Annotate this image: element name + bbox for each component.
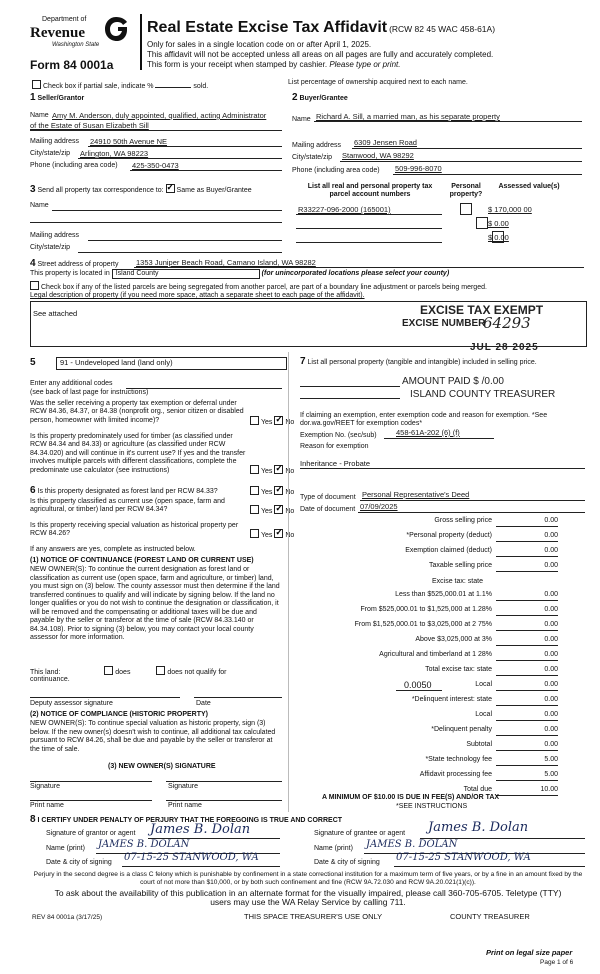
located-row [30, 269, 449, 279]
tax-tier4-value[interactable]: 0.00 [496, 636, 558, 646]
tax-total-state-value[interactable]: 0.00 [496, 666, 558, 676]
tax-affidavit-label: Affidavit processing fee [419, 771, 492, 778]
parcel-col3-header: Assessed value(s) [498, 183, 560, 190]
tax-exemption-row [300, 547, 560, 558]
tax-penalty-label: *Delinquent penalty [431, 726, 492, 733]
doctype-line [360, 500, 585, 501]
tax-affidavit-row [300, 771, 560, 782]
tax-ag-value[interactable]: 0.00 [496, 651, 558, 661]
parcel-3-line[interactable] [296, 242, 442, 243]
corr-city-line[interactable] [78, 252, 282, 253]
county-select[interactable]: Island County [112, 269, 260, 279]
tax-delinq-state-label: *Delinquent interest: state [411, 696, 492, 703]
tax-techfee-value[interactable]: 5.00 [496, 756, 558, 766]
section-8-number: 8 [30, 814, 36, 825]
parcel-col2-header: Personal property? [449, 183, 483, 199]
notice-3-title: (3) NEW OWNER(S) SIGNATURE [108, 763, 216, 770]
tax-gross-value[interactable]: 0.00 [496, 517, 558, 527]
ownership-note: List percentage of ownership acquired next to each name. [288, 79, 468, 86]
tax-local-value[interactable]: 0.00 [496, 681, 558, 691]
segregate-label: Check box if any of the listed parcels are being segregated from another parcel, are part of a boundary line adjustment or parcels being merged. [41, 284, 487, 291]
partial-sale-sold: sold. [193, 83, 209, 90]
tax-penalty-row [300, 726, 560, 737]
header-line-2: This affidavit will not be accepted unless all areas on all pages are fully and accurately completed. [147, 50, 494, 59]
buyer-city-label: City/state/zip [292, 154, 333, 161]
tax-delinq-state-row [300, 696, 560, 707]
does-not-checkbox[interactable] [156, 666, 165, 675]
docdate-label: Date of document [300, 506, 356, 513]
exemption-no-field[interactable]: 458-61A-202 (6) (f) [396, 428, 460, 437]
tax-tier1-label: Less than $525,000.01 at 1.1% [395, 591, 492, 598]
sec6-q2-no-label: No [285, 508, 295, 515]
availability-notice: To ask about the availability of this publication in an alternate format for the visually impaired, please call 360-705-6705. Teletype (TTY) users may use the WA Relay Service by calling 711. [54, 888, 562, 907]
parcel-1-personal-checkbox[interactable] [460, 203, 472, 215]
owner-print-line-2[interactable] [166, 800, 282, 801]
header-line-1: Only for sales in a single location code on or after April 1, 2025. [147, 40, 372, 49]
grantee-sig-label: Signature of grantee or agent [314, 830, 406, 837]
seller-mailing-label: Mailing address [30, 138, 80, 145]
perjury-notice: Perjury in the second degree is a class C felony which is punishable by confinement in a state correctional institution for a maximum term of five years, or by a fine in an amount fixed by the court of not more than $10,000, or by both such confinement and fine (RCW 9A.72.030 and RCW 9A.20.021(1)(c)). [33, 871, 583, 886]
tax-personal-value[interactable]: 0.00 [496, 532, 558, 542]
certify-text: I CERTIFY UNDER PENALTY OF PERJURY THAT THE FOREGOING IS TRUE AND CORRECT [37, 817, 343, 824]
sec6-q1-row [30, 485, 250, 497]
this-land-label: This land: [30, 669, 61, 676]
tax-delinq-state-value[interactable]: 0.00 [496, 696, 558, 706]
exemption-no-label: Exemption No. (sec/sub) [300, 432, 377, 439]
section-3-number: 3 [30, 184, 36, 195]
sec5-q1: Was the seller receiving a property tax exemption or deferral under RCW 84.36, 84.37, or 84.38 (nonprofit org., senior citizen or disabled person, homeowner with limited income)? [30, 400, 244, 424]
docdate-line [358, 512, 585, 513]
tax-personal-row [300, 532, 560, 543]
parcel-1-line [296, 214, 442, 215]
tax-tier2-label: From $525,000.01 to $1,525,000 at 1.28% [360, 606, 492, 613]
section-2-number: 2 [292, 92, 298, 103]
parcel-2-personal-checkbox[interactable] [476, 217, 488, 229]
seller-phone-field[interactable]: 425-350-0473 [132, 161, 179, 170]
seller-name-label: Name [30, 112, 49, 119]
header-line-3 [147, 60, 400, 70]
parcel-1-field[interactable]: R33227-096-2000 (165001) [298, 205, 391, 214]
section-1-number: 1 [30, 92, 36, 103]
grantor-date-line [122, 866, 280, 867]
sec5-q2-yes-label: Yes [261, 468, 273, 475]
owner-sig-label-1: Signature [30, 783, 60, 790]
parcel-col1-header: List all real and personal property tax parcel account numbers [307, 183, 433, 199]
tax-total-state-label: Total excise tax: state [425, 666, 492, 673]
seller-mailing-line [88, 146, 282, 147]
located-label: This property is located in [30, 270, 110, 277]
tax-tier4-label: Above $3,025,000 at 3% [415, 636, 492, 643]
section-7-number: 7 [300, 356, 306, 367]
legal-label: Legal description of property (if you need more space, attach a separate sheet to each page of the affidavit). [30, 292, 365, 299]
partial-sale-percent-field[interactable] [155, 80, 191, 88]
doctype-field[interactable]: Personal Representative's Deed [362, 490, 470, 499]
personal-property-line-1[interactable] [300, 386, 400, 387]
partial-sale-label: Check box if partial sale, indicate % [43, 83, 154, 90]
section-1-title: Seller/Grantor [37, 95, 85, 102]
header-line-3b: Please type or print. [329, 60, 401, 69]
county-treasurer-label: COUNTY TREASURER [450, 912, 530, 921]
seller-mailing-field[interactable]: 24910 50th Avenue NE [90, 137, 168, 146]
logo-revenue-text: Revenue [30, 25, 85, 41]
amount-paid-stamp: AMOUNT PAID $ /0.00 [402, 376, 504, 387]
legal-paper-note: Print on legal size paper [486, 948, 573, 957]
tax-taxable-row [300, 562, 560, 573]
section-4-number: 4 [30, 258, 36, 269]
sec6-q1-no-checkbox[interactable] [274, 486, 283, 495]
buyer-name-field[interactable]: Richard A. Sill, a married man, as his separate property [316, 112, 500, 121]
does-checkbox[interactable] [104, 666, 113, 675]
parcel-1-value[interactable]: $ 170,000 00 [488, 205, 532, 214]
treasurer-stamp: ISLAND COUNTY TREASURER [410, 389, 556, 400]
continuance-label: continuance. [30, 676, 70, 683]
seller-phone-line [130, 170, 282, 171]
grantor-sig-label: Signature of grantor or agent [46, 830, 136, 837]
seller-city-field[interactable]: Arlington, WA 98223 [80, 149, 149, 158]
sec6-q3-no-checkbox[interactable] [274, 529, 283, 538]
tax-techfee-row [300, 756, 560, 767]
grantee-name-label: Name (print) [314, 845, 353, 852]
page-number: Page 1 of 6 [540, 959, 574, 966]
excise-number-value: 64293 [483, 314, 531, 332]
owner-sig-line-1[interactable] [30, 781, 152, 782]
parcel-2-value[interactable]: $ 0.00 [488, 219, 509, 228]
tax-local-label: Local [475, 681, 492, 688]
sec5-q1-no-label: No [285, 419, 295, 426]
does-label: does [115, 669, 131, 676]
segregate-checkbox[interactable] [30, 281, 39, 290]
partial-sale-checkbox[interactable] [32, 80, 41, 89]
tax-ag-row [300, 651, 560, 662]
grantee-date-label: Date & city of signing [314, 859, 380, 866]
landuse-select[interactable]: 91 - Undeveloped land (land only) [56, 357, 287, 370]
tax-tier2-value[interactable]: 0.00 [496, 606, 558, 616]
tax-personal-label: *Personal property (deduct) [406, 532, 492, 539]
grantee-date-line [394, 866, 585, 867]
seller-name-line [30, 130, 282, 131]
sec5-q2-no-label: No [285, 468, 295, 475]
tax-tier2-row [300, 606, 560, 617]
tax-techfee-label: *State technology fee [425, 756, 492, 763]
seller-heading [30, 92, 84, 104]
codes-note: (see back of last page for instructions) [30, 389, 149, 396]
header-line-3a: This form is your receipt when stamped by cashier. [147, 60, 328, 69]
corr-mailing-label: Mailing address [30, 232, 80, 239]
buyer-phone-label: Phone (including area code) [292, 167, 380, 174]
tax-local-row [300, 681, 560, 692]
form-title-block [147, 18, 587, 37]
wa-swirl-icon [104, 16, 128, 42]
street-label: Street address of property [37, 261, 119, 268]
revision-label: REV 84 0001a (3/17/25) [32, 914, 103, 921]
sec6-q3-yes-label: Yes [261, 532, 273, 539]
form-title: Real Estate Excise Tax Affidavit [147, 19, 388, 36]
notice-2-title: (2) NOTICE OF COMPLIANCE (HISTORIC PROPERTY) [30, 711, 208, 718]
seller-phone-label: Phone (including area code) [30, 162, 118, 169]
deputy-date-line[interactable] [194, 697, 282, 698]
grantor-date-label: Date & city of signing [46, 859, 112, 866]
parcel-2-line[interactable] [296, 228, 442, 229]
tax-taxable-label: Taxable selling price [428, 562, 492, 569]
corr-city-label: City/state/zip [30, 244, 71, 251]
sec6-q2-yes-label: Yes [261, 508, 273, 515]
tax-affidavit-value[interactable]: 5.00 [496, 771, 558, 781]
corr-mailing-line[interactable] [88, 240, 282, 241]
does-not-label: does not qualify for [167, 669, 227, 676]
deputy-date-label: Date [196, 700, 211, 707]
tax-tier3-label: From $1,525,000.01 to $3,025,000 at 2 75% [354, 621, 492, 628]
tax-total-value[interactable]: 10.00 [496, 786, 558, 796]
corr-extra-line[interactable] [30, 222, 282, 223]
buyer-mailing-field[interactable]: 6309 Jensen Road [354, 138, 417, 147]
doctype-label: Type of document [300, 494, 356, 501]
seller-city-line [78, 158, 282, 159]
same-as-buyer-label: Same as Buyer/Grantee [176, 187, 252, 194]
sec6-note: If any answers are yes, complete as instructed below. [30, 546, 196, 553]
corr-name-line[interactable] [52, 210, 282, 211]
logo-state-text: Washington State [52, 42, 100, 48]
header-divider [140, 14, 142, 70]
owner-sig-label-2: Signature [168, 783, 198, 790]
partial-sale-row [32, 80, 208, 91]
buyer-name-line [314, 121, 582, 122]
tax-see-instructions: *SEE INSTRUCTIONS [396, 803, 468, 810]
buyer-city-field[interactable]: Stanwood, WA 98292 [342, 151, 414, 160]
grantee-name-field[interactable]: JAMES B. DOLAN [366, 839, 458, 850]
tax-gross-label: Gross selling price [434, 517, 492, 524]
reason-label: Reason for exemption [300, 443, 369, 450]
deputy-signature-line[interactable] [30, 697, 180, 698]
tax-tier1-value[interactable]: 0.00 [496, 591, 558, 601]
sec5-q1-yes-checkbox[interactable] [250, 416, 259, 425]
section-6-number: 6 [30, 485, 36, 496]
legal-field[interactable]: See attached [33, 309, 78, 318]
seller-city-label: City/state/zip [30, 150, 71, 157]
grantor-name-label: Name (print) [46, 845, 85, 852]
notice-1-text: NEW OWNER(S): To continue the current designation as forest land or classification as current use (open space, farm and agriculture, or timber) land, you must sign on (3) below. The county assessor must then determine if the land transferred continues to qualify and will indicate by signing below. If the land no longer qualifies or you do not wish to continue the designation or classification, it will be removed and the compensating or additional taxes will be due and payable by the seller or transferor at the time of sale (RCW 84.33.140 or 84.34.108). Prior to signing (3) below, you may contact your local county assessor for more information. [30, 566, 280, 642]
correspondence-label: Send all property tax correspondence to: [37, 187, 164, 194]
codes-label: Enter any additional codes [30, 380, 113, 387]
excise-exempt-stamp: EXCISE TAX EXEMPT [420, 303, 544, 317]
tax-total-label: Total due [463, 786, 492, 793]
sec6-q3: Is this property receiving special valuation as historical property per RCW 84.26? [30, 522, 239, 538]
grantor-signature[interactable]: James B. Dolan [150, 822, 251, 837]
sec6-q1-no-label: No [285, 489, 295, 496]
form-rcw: (RCW 82 45 WAC 458-61A) [389, 24, 496, 34]
codes-line[interactable] [126, 388, 282, 389]
section-5-number: 5 [30, 357, 36, 368]
seller-name-field[interactable]: Amy M. Anderson, duly appointed, qualified, acting Administrator [52, 111, 267, 120]
sec6-q3-yes-checkbox[interactable] [250, 529, 259, 538]
reason-line [300, 468, 585, 469]
tax-total-state-row [300, 666, 560, 677]
section-2-title: Buyer/Grantee [299, 95, 348, 102]
tax-tier1-row [300, 591, 560, 602]
sec5-q1-yes-label: Yes [261, 419, 273, 426]
grantor-name-field[interactable]: JAMES B. DOLAN [98, 839, 190, 850]
exemption-no-line [384, 438, 494, 439]
sec6-q2: Is this property classified as current use (open space, farm and agricultural, or timber) land per RCW 84.34? [30, 498, 225, 514]
sec5-q2-no-checkbox[interactable] [274, 465, 283, 474]
sec6-q2-no-checkbox[interactable] [274, 505, 283, 514]
deputy-signature-label: Deputy assessor signature [30, 700, 113, 707]
correspondence-heading [30, 184, 252, 196]
excise-number-label: EXCISE NUMBER [402, 318, 486, 329]
tax-ag-label: Agricultural and timberland at 1 28% [379, 651, 492, 658]
street-line [134, 267, 584, 268]
owner-sig-line-2[interactable] [166, 781, 282, 782]
tax-subtotal-value[interactable]: 0.00 [496, 741, 558, 751]
notice-2-text: NEW OWNER(S): To continue special valuation as historic property, sign (3) below. If the new owner(s) doesn't wish to continue, all additional tax calculated pursuant to RCW 84.26, shall be due and payable by the seller or transferor at the time of sale. [30, 720, 276, 753]
buyer-heading [292, 92, 348, 104]
owner-print-line-1[interactable] [30, 800, 152, 801]
tax-taxable-value[interactable]: 0.00 [496, 562, 558, 572]
reason-field[interactable]: Inheritance - Probate [300, 459, 371, 468]
tax-exemption-label: Exemption claimed (deduct) [405, 547, 492, 554]
column-divider [288, 352, 289, 812]
tax-subtotal-row [300, 741, 560, 752]
tax-local2-value[interactable]: 0.00 [496, 711, 558, 721]
sec7-label [300, 356, 585, 368]
buyer-mailing-line [352, 148, 582, 149]
sec6-q2-yes-checkbox[interactable] [250, 505, 259, 514]
same-as-buyer-checkbox[interactable] [166, 184, 175, 193]
buyer-city-line [340, 161, 582, 162]
tax-exemption-value[interactable]: 0.00 [496, 547, 558, 557]
sec6-q3-no-label: No [285, 532, 295, 539]
tax-state-heading: Excise tax: state [432, 578, 483, 585]
sec7-text: List all personal property (tangible and intangible) included in selling price. [307, 359, 537, 366]
sec6-q1-yes-label: Yes [261, 489, 273, 496]
sec5-q1-no-checkbox[interactable] [274, 416, 283, 425]
seller-name-field-2[interactable]: of the Estate of Susan Elizabeth Sill [30, 121, 149, 130]
sec6-q1-yes-checkbox[interactable] [250, 486, 259, 495]
buyer-phone-line [393, 174, 582, 175]
owner-print-label-2: Print name [168, 802, 202, 809]
county-note: (for unincorporated locations please select your county) [261, 270, 450, 277]
parcel-3-value[interactable]: $ 0.00 [488, 233, 509, 242]
tax-local2-row [300, 711, 560, 722]
tax-minimum-note: A MINIMUM OF $10.00 IS DUE IN FEE(S) AND/OR TAX [322, 794, 500, 801]
buyer-name-label: Name [292, 116, 311, 123]
docdate-field[interactable]: 07/09/2025 [360, 502, 398, 511]
grantor-date-field[interactable]: 07-15-25 STANWOOD, WA [124, 852, 259, 863]
tax-tier3-row [300, 621, 560, 632]
street-field[interactable]: 1353 Juniper Beach Road, Camano Island, WA 98282 [136, 258, 316, 267]
notice-1-title: (1) NOTICE OF CONTINUANCE (FOREST LAND OR CURRENT USE) [30, 557, 254, 564]
segregate-row [30, 281, 590, 292]
tax-local2-label: Local [475, 711, 492, 718]
tax-tier3-value[interactable]: 0.00 [496, 621, 558, 631]
sec5-q2-yes-checkbox[interactable] [250, 465, 259, 474]
grantee-date-field[interactable]: 07-15-25 STANWOOD, WA [396, 852, 531, 863]
corr-name-label: Name [30, 202, 49, 209]
grantee-signature[interactable]: James B. Dolan [428, 820, 529, 835]
owner-print-label-1: Print name [30, 802, 64, 809]
exemption-note: If claiming an exemption, enter exemption code and reason for exemption. *See dor.wa.gov/REET for exemption codes* [300, 412, 548, 428]
sec5-q2: Is this property predominately used for timber (as classified under RCW 84.34 and 84.33) or agriculture (as classified under RCW 84.34.020) and will continue in it's current use? If yes and the transfer involves multiple parcels with different classifications, complete the predominate use calculator (see instructions) [30, 433, 246, 474]
sec6-q1: Is this property designated as forest land per RCW 84.33? [37, 488, 218, 495]
personal-property-line-2[interactable] [300, 398, 400, 399]
tax-penalty-value[interactable]: 0.00 [496, 726, 558, 736]
buyer-mailing-label: Mailing address [292, 142, 342, 149]
form-number: Form 84 0001a [30, 58, 114, 72]
stamp-date: JUL 28 2025 [470, 342, 539, 353]
tax-tier4-row [300, 636, 560, 647]
tax-local-rate: 0.0050 [404, 680, 432, 690]
buyer-phone-field[interactable]: 509-996-8070 [395, 164, 442, 173]
treasurer-use-label: THIS SPACE TREASURER'S USE ONLY [244, 912, 383, 921]
tax-gross-row [300, 517, 560, 528]
logo-dept-text: Department of [42, 16, 87, 23]
tax-subtotal-label: Subtotal [466, 741, 492, 748]
